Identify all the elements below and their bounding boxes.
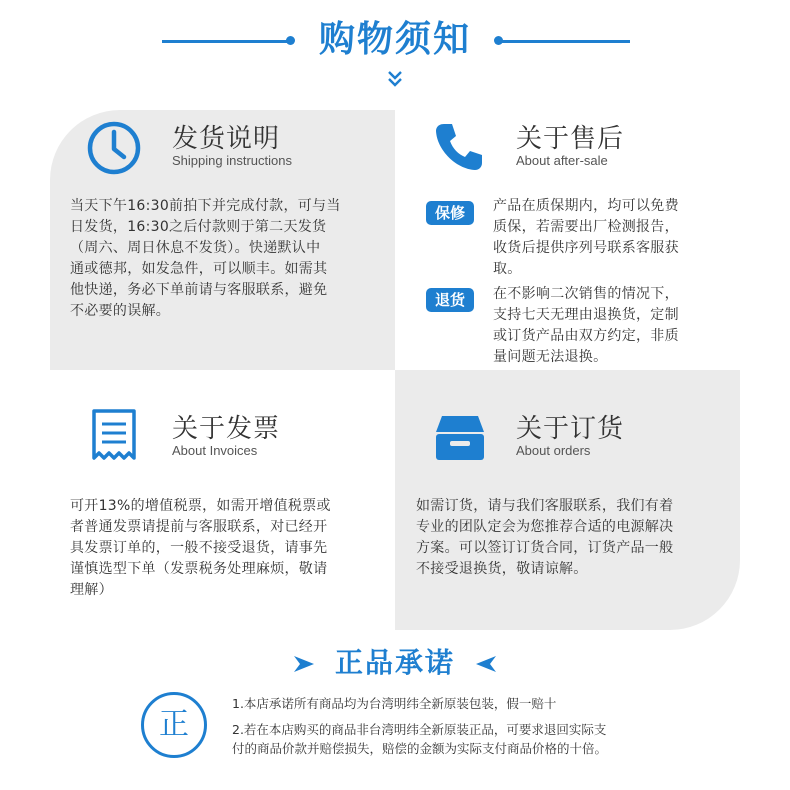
promise-line-1: 1.本店承诺所有商品均为台湾明纬全新原装包装，假一赔十 [232, 696, 557, 711]
arrow-left-icon [474, 654, 498, 674]
box-icon [432, 412, 488, 464]
genuine-seal-icon: 正 [141, 692, 207, 758]
shipping-title: 发货说明 [172, 124, 281, 154]
orders-text: 如需订货，请与我们客服联系，我们有着 专业的团队定会为您推荐合适的电源解决 方案。可以签订订货合同，订货产品一般 不接受退换货，敬请谅解。 [416, 498, 674, 577]
promise-title: 正品承诺 [334, 646, 455, 679]
invoice-title: 关于发票 [172, 414, 281, 444]
phone-icon [434, 120, 486, 172]
promise-line-2: 2.若在本店购买的商品非台湾明纬全新原装正品，可要求退回实际支 [232, 722, 607, 737]
receipt-icon [90, 408, 138, 464]
orders-title: 关于订货 [516, 414, 625, 444]
after-sale-title: 关于售后 [516, 124, 625, 154]
double-chevron-down-icon [386, 68, 404, 90]
return-text: 在不影响二次销售的情况下， 支持七天无理由退换货，定制 或订货产品由双方约定，非质 量问题无法退换。 [493, 286, 679, 365]
return-badge: 退货 [426, 288, 474, 312]
warranty-badge: 保修 [426, 201, 474, 225]
page-title: 购物须知 [318, 19, 471, 60]
orders-subtitle: About orders [516, 443, 591, 458]
invoice-text: 可开13%的增值税票，如需开增值税票或 者普通发票请提前与客服联系，对已经开 具发票订单的，一般不接受退货，请事先 谨慎选型下单（发票税务处理麻烦，敬请 理解） [70, 498, 331, 598]
promise-line-3: 付的商品价款并赔偿损失，赔偿的金额为实际支付商品价格的十倍。 [232, 741, 608, 756]
header-rule-right [502, 40, 630, 43]
shipping-subtitle: Shipping instructions [172, 153, 292, 168]
shipping-text: 当天下午16:30前拍下并完成付款，可与当 日发货，16:30之后付款则于第二天发货 （周六、周日休息不发货）。快递默认中 通或德邦，如发急件，可以顺丰。如需其 他快递，务必下单前请与客服联系，避免 不必要的误解。 [70, 198, 341, 319]
invoice-subtitle: About Invoices [172, 443, 258, 458]
warranty-text: 产品在质保期内，均可以免费 质保，若需要出厂检测报告， 收货后提供序列号联系客服获 取。 [493, 198, 679, 277]
clock-icon [86, 120, 142, 176]
after-sale-subtitle: About after-sale [516, 153, 608, 168]
